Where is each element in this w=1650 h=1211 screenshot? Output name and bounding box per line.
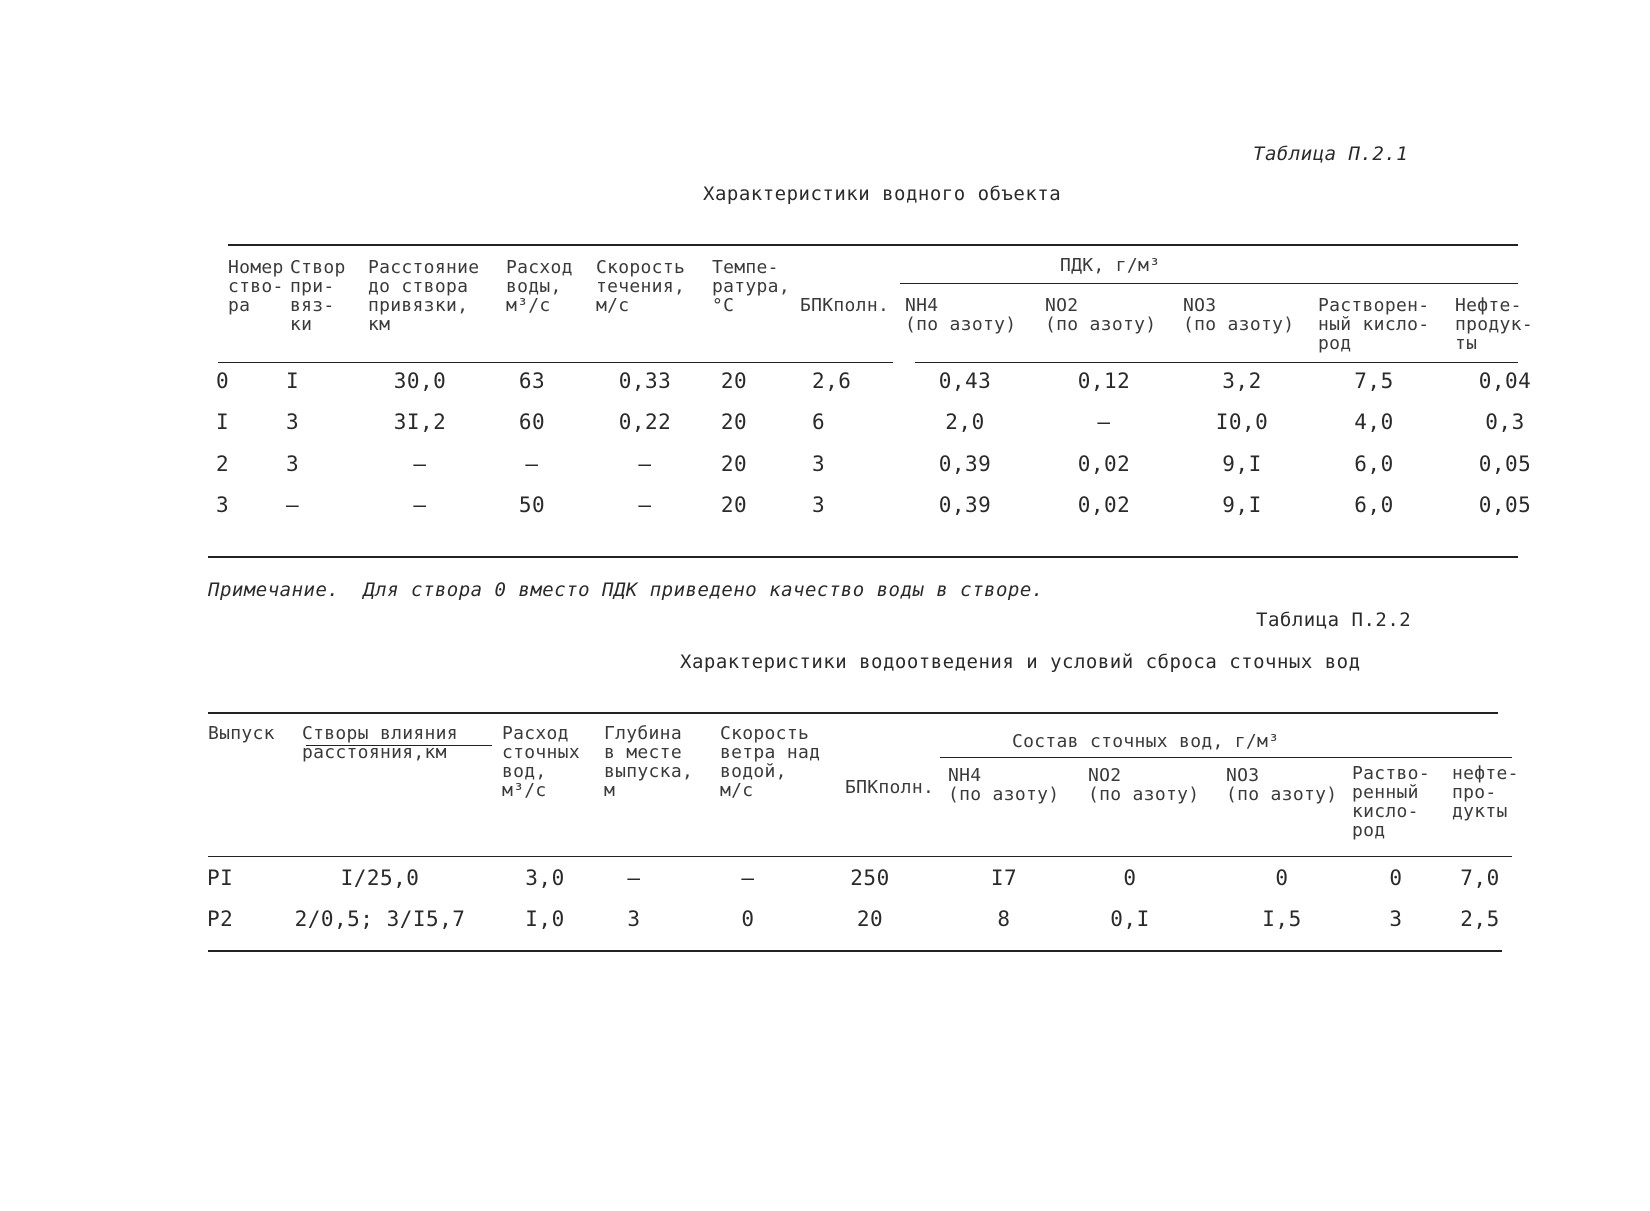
table2-header-influence-stations: Створы влияния расстояния,км — [302, 723, 458, 763]
table1-cell: 20 — [720, 410, 748, 434]
table1-cell: – — [525, 452, 539, 476]
table1-cell: 63 — [518, 369, 546, 393]
table1-cell: – — [413, 493, 427, 517]
table1-cell: 2,6 — [812, 369, 852, 393]
table1-cell: 0,22 — [618, 410, 672, 434]
table1-cell: 20 — [720, 369, 748, 393]
table2-cell: I,0 — [525, 907, 565, 931]
table1-cell: 9,I — [1222, 493, 1262, 517]
table2-cell: – — [627, 866, 641, 890]
table1-header-no2: NO2 (по азоту) — [1045, 295, 1157, 335]
table2-cell: 3 — [1389, 907, 1403, 931]
table2-header-petroleum: нефте- про- дукты — [1452, 763, 1519, 822]
table1-header-reference-station: Створ при- вяз- ки — [290, 257, 346, 335]
table1-header-temperature: Темпе- ратура, °С — [712, 257, 790, 316]
table1-cell: 30,0 — [393, 369, 447, 393]
table1-cell: 2 — [216, 452, 230, 476]
table1-note: Примечание. Для створа 0 вместо ПДК приведено качество воды в створе. — [208, 579, 1044, 601]
table1-cell: 0,33 — [618, 369, 672, 393]
table1-header-water-flow: Расход воды, м³/с — [506, 257, 573, 316]
table1-cell: 0 — [216, 369, 230, 393]
table2-header-wastewater-flow: Расход сточных вод, м³/с — [502, 723, 580, 801]
table1-cell: 20 — [720, 493, 748, 517]
table1-cell: 0,02 — [1077, 452, 1131, 476]
table1-cell: 0,02 — [1077, 493, 1131, 517]
table1-cell: – — [1097, 410, 1111, 434]
table1-cell: 3 — [286, 452, 300, 476]
table1-title: Характеристики водного объекта — [703, 183, 1062, 205]
table1-bottom-rule — [208, 556, 1518, 558]
table2-cell: 0 — [1275, 866, 1289, 890]
table2-cell: 3 — [627, 907, 641, 931]
table1-header-nh4: NH4 (по азоту) — [905, 295, 1017, 335]
table1-header-distance: Расстояние до створа привязки, км — [368, 257, 480, 335]
table1-header-dissolved-oxygen: Растворен- ный кисло- род — [1318, 295, 1430, 354]
table2-header-rule — [208, 856, 1512, 857]
table1-header-rule-left — [218, 362, 893, 363]
table1-cell: 6 — [812, 410, 826, 434]
table1-header-bod: БПКполн. — [800, 295, 890, 316]
table2-cell: 2,5 — [1460, 907, 1500, 931]
table2-cell: – — [741, 866, 755, 890]
table2-title: Характеристики водоотведения и условий сброса сточных вод — [680, 651, 1361, 673]
table2-group-rule — [940, 757, 1512, 758]
table2-cell: 20 — [856, 907, 884, 931]
table2-header-no2: NO2 (по азоту) — [1088, 765, 1200, 805]
table2-influence-underline — [306, 745, 492, 746]
table2-cell: 0 — [741, 907, 755, 931]
table1-cell: 6,0 — [1354, 493, 1394, 517]
table2-header-dissolved-oxygen: Раство- ренный кисло- род — [1352, 763, 1430, 841]
table1-cell: 0,39 — [938, 493, 992, 517]
table1-cell: 3 — [812, 452, 826, 476]
table2-header-no3: NO3 (по азоту) — [1226, 765, 1338, 805]
table1-cell: 0,05 — [1478, 452, 1532, 476]
table2-cell: 3,0 — [525, 866, 565, 890]
table1-cell: – — [286, 493, 300, 517]
table1-cell: I0,0 — [1215, 410, 1269, 434]
table1-cell: 50 — [518, 493, 546, 517]
table1-cell: 60 — [518, 410, 546, 434]
table1-cell: 0,39 — [938, 452, 992, 476]
table1-cell: 7,5 — [1354, 369, 1394, 393]
table2-cell: 0 — [1389, 866, 1403, 890]
table1-cell: – — [413, 452, 427, 476]
table1-header-mpc-group: ПДК, г/м³ — [1060, 255, 1161, 276]
table1-cell: 20 — [720, 452, 748, 476]
table1-header-petroleum: Нефте- продук- ты — [1455, 295, 1533, 354]
table2-cell: 0,I — [1110, 907, 1150, 931]
table1-cell: 0,43 — [938, 369, 992, 393]
table2-top-rule — [208, 712, 1498, 714]
table2-outlet-cell: PI — [207, 866, 234, 890]
table1-cell: 3 — [286, 410, 300, 434]
table2-cell: I7 — [990, 866, 1018, 890]
table2-cell: I/25,0 — [340, 866, 420, 890]
table2-cell: 2/0,5; 3/I5,7 — [294, 907, 466, 931]
table2-cell: 250 — [850, 866, 890, 890]
table1-cell: 9,I — [1222, 452, 1262, 476]
table2-bottom-rule — [208, 950, 1502, 952]
table2-header-outlet-depth: Глубина в месте выпуска, м — [604, 723, 694, 801]
table1-cell: 6,0 — [1354, 452, 1394, 476]
table1-header-rule-right — [915, 362, 1518, 363]
table1-cell: I — [216, 410, 230, 434]
table1-top-rule — [228, 244, 1518, 246]
table2-cell: I,5 — [1262, 907, 1302, 931]
table1-cell: 0,12 — [1077, 369, 1131, 393]
table2-label: Таблица П.2.2 — [1256, 609, 1412, 631]
table2-header-outlet: Выпуск — [208, 723, 275, 744]
table1-cell: 0,04 — [1478, 369, 1532, 393]
table1-cell: 3,2 — [1222, 369, 1262, 393]
table2-cell: 7,0 — [1460, 866, 1500, 890]
table1-header-no3: NO3 (по азоту) — [1183, 295, 1295, 335]
table1-cell: – — [638, 452, 652, 476]
table1-cell: – — [638, 493, 652, 517]
table1-cell: I — [286, 369, 300, 393]
table1-label: Таблица П.2.1 — [1253, 143, 1409, 165]
table1-cell: 3 — [216, 493, 230, 517]
table2-header-composition-group: Состав сточных вод, г/м³ — [1012, 731, 1280, 752]
table2-header-nh4: NH4 (по азоту) — [948, 765, 1060, 805]
table1-group-rule — [900, 283, 1518, 284]
table2-cell: 0 — [1123, 866, 1137, 890]
table1-cell: 4,0 — [1354, 410, 1394, 434]
table1-cell: 0,3 — [1485, 410, 1525, 434]
table2-outlet-cell: P2 — [207, 907, 234, 931]
table1-cell: 0,05 — [1478, 493, 1532, 517]
table2-header-wind-speed: Скорость ветра над водой, м/с — [720, 723, 821, 801]
table1-header-current-speed: Скорость течения, м/с — [596, 257, 686, 316]
table1-cell: 2,0 — [945, 410, 985, 434]
table1-header-station-number: Номер ство- ра — [228, 257, 284, 316]
table1-cell: 3 — [812, 493, 826, 517]
table1-cell: 3I,2 — [393, 410, 447, 434]
table2-cell: 8 — [997, 907, 1011, 931]
table2-header-bod: БПКполн. — [845, 777, 935, 798]
